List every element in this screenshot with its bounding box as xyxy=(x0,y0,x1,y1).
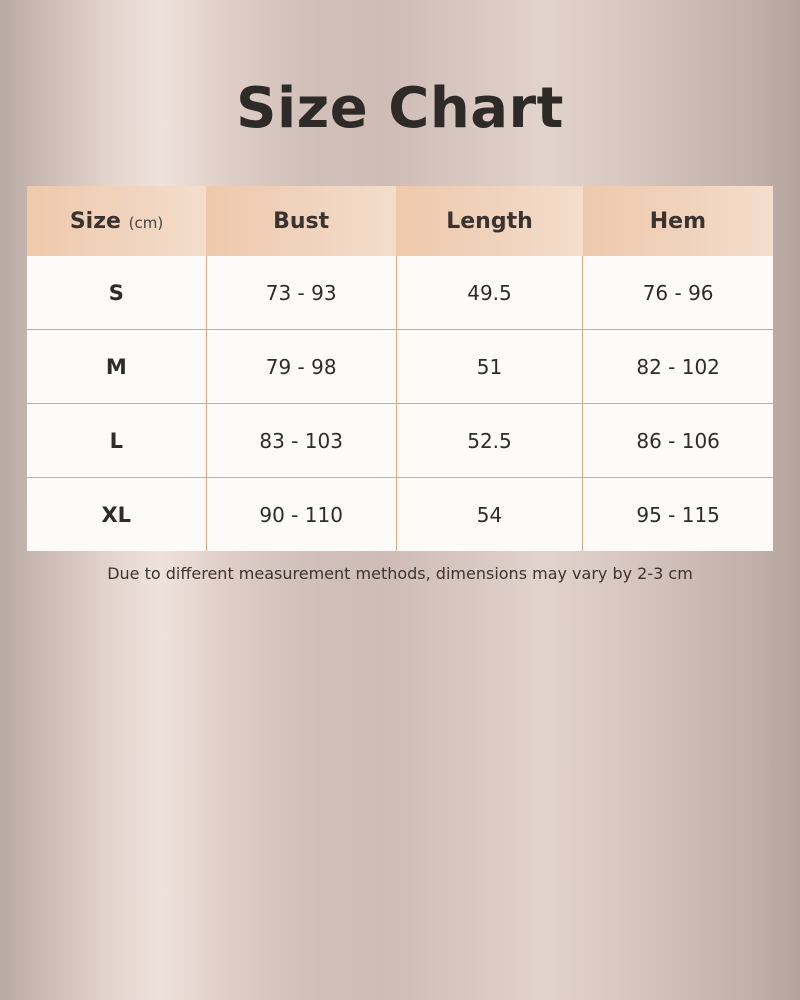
cell-length: 54 xyxy=(396,478,583,552)
cell-hem: 76 - 96 xyxy=(583,256,773,330)
cell-bust: 83 - 103 xyxy=(206,404,396,478)
measurement-note: Due to different measurement methods, dimensions may vary by 2-3 cm xyxy=(107,564,693,583)
column-header-length: Length xyxy=(396,186,583,256)
column-header-size xyxy=(27,186,206,256)
size-chart-table-container xyxy=(27,186,773,551)
cell-hem: 95 - 115 xyxy=(583,478,773,552)
cell-length: 49.5 xyxy=(396,256,583,330)
table-row xyxy=(27,256,773,330)
table-row xyxy=(27,478,773,552)
cell-hem: 86 - 106 xyxy=(583,404,773,478)
column-header-bust: Bust xyxy=(206,186,396,256)
table-row xyxy=(27,404,773,478)
cell-size: XL xyxy=(27,478,206,552)
cell-size: M xyxy=(27,330,206,404)
size-chart-table xyxy=(27,186,773,551)
cell-size: S xyxy=(27,256,206,330)
cell-length: 52.5 xyxy=(396,404,583,478)
page-title: Size Chart xyxy=(236,76,564,141)
cell-bust: 90 - 110 xyxy=(206,478,396,552)
table-header-row xyxy=(27,186,773,256)
cell-size: L xyxy=(27,404,206,478)
cell-bust: 73 - 93 xyxy=(206,256,396,330)
cell-length: 51 xyxy=(396,330,583,404)
cell-bust: 79 - 98 xyxy=(206,330,396,404)
cell-hem: 82 - 102 xyxy=(583,330,773,404)
column-header-size-label: Size xyxy=(69,208,121,234)
column-header-size-unit: (cm) xyxy=(128,213,164,232)
table-body xyxy=(27,256,773,551)
table-header xyxy=(27,186,773,256)
column-header-hem: Hem xyxy=(583,186,773,256)
table-row xyxy=(27,330,773,404)
